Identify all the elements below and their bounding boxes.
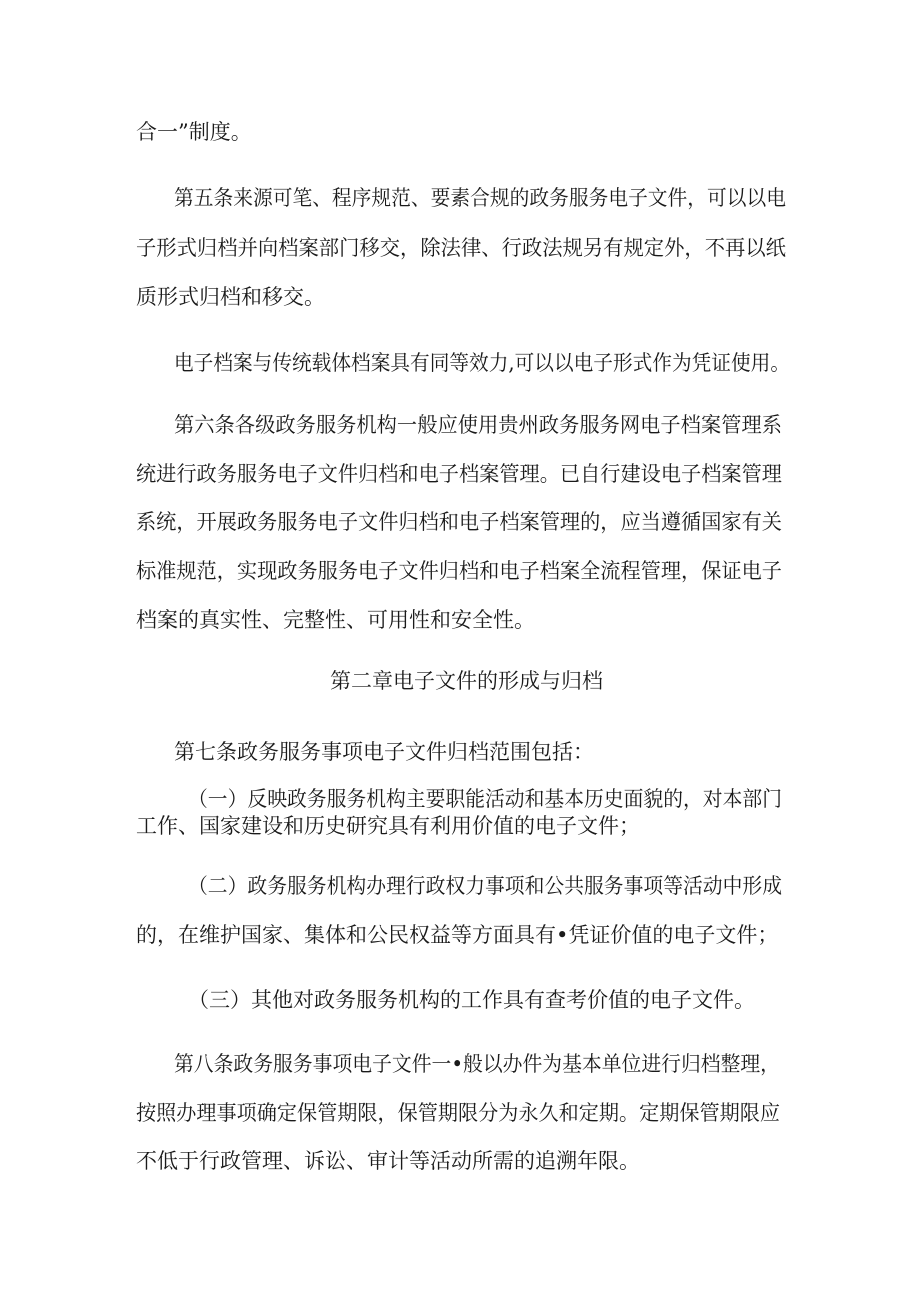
text-line: 的，在维护国家、集体和公民权益等方面具有•凭证价值的电子文件； <box>136 923 779 947</box>
text-line: 第七条政务服务事项电子文件归档范围包括： <box>174 740 594 764</box>
text-line: 第五条来源可笔、程序规范、要素合规的政务服务电子文件，可以以电 <box>174 186 786 210</box>
text-line: 标准规范，实现政务服务电子文件归档和电子档案全流程管理，保证电子 <box>136 559 782 583</box>
text-line: 不低于行政管理、诉讼、审计等活动所需的追溯年限。 <box>136 1149 640 1173</box>
text-line: 第六条各级政务服务机构一般应使用贵州政务服务网电子档案管理系 <box>174 413 782 437</box>
text-line: 工作、国家建设和历史研究具有利用价值的电子文件； <box>136 814 640 838</box>
text-line: 质形式归档和移交。 <box>136 285 325 309</box>
text-line: 系统，开展政务服务电子文件归档和电子档案管理的，应当遵循国家有关 <box>136 510 782 534</box>
text-line: 档案的真实性、完整性、可用性和安全性。 <box>136 608 535 632</box>
text-line: 合一”制度。 <box>136 120 252 144</box>
text-line: 第八条政务服务事项电子文件一•般以办件为基本单位进行归档整理， <box>174 1052 780 1076</box>
chapter-heading: 第二章电子文件的形成与归档 <box>330 669 603 693</box>
text-line: （三）其他对政务服务机构的工作具有查考价值的电子文件。 <box>188 988 755 1012</box>
text-line: 按照办理事项确定保管期限，保管期限分为永久和定期。定期保管期限应 <box>136 1101 780 1125</box>
text-line: 统进行政务服务电子文件归档和电子档案管理。已自行建设电子档案管理 <box>136 462 782 486</box>
text-line: 电子档案与传统载体档案具有同等效力,可以以电子形式作为凭证使用。 <box>174 351 790 375</box>
text-line: （一）反映政务服务机构主要职能活动和基本历史面貌的，对本部门 <box>188 787 782 811</box>
text-line: （二）政务服务机构办理行政权力事项和公共服务事项等活动中形成 <box>188 874 782 898</box>
text-line: 子形式归档并向档案部门移交，除法律、行政法规另有规定外，不再以纸 <box>136 236 786 260</box>
